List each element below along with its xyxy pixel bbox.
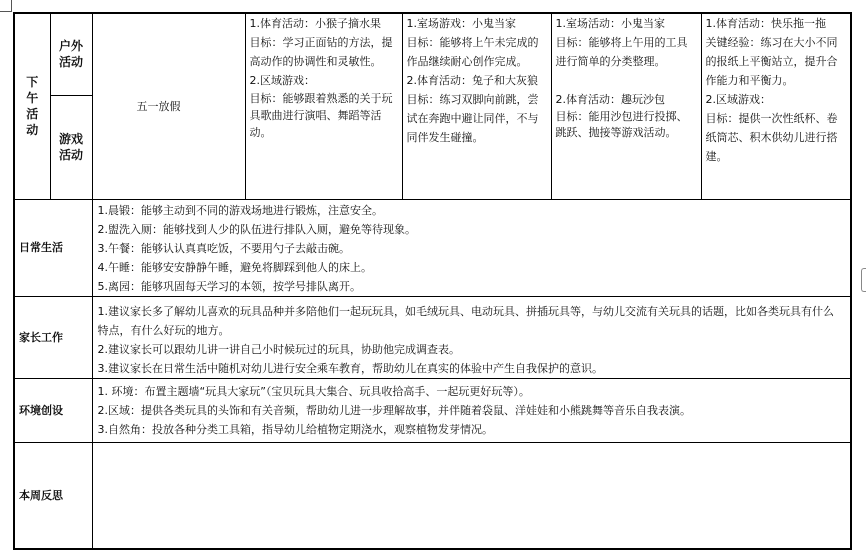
environment-content: [92, 378, 851, 442]
reflection-label: 本周反思: [14, 442, 92, 549]
parent-work-content: [92, 296, 851, 378]
list-item: 2.盥洗入厕：能够找到人少的队伍进行排队入厕，避免等待现象。: [97, 222, 416, 236]
list-item: 1. 环境：布置主题墙“玩具大家玩”（宝贝玩具大集合、玩具收拾高手、一起玩更好玩等）。: [97, 384, 530, 398]
margin-bracket: [861, 268, 866, 292]
list-item: 5.离园：能够巩固每天学习的本领，按学号排队离开。: [97, 279, 361, 293]
daily-life-content: [92, 199, 851, 296]
game-activity-label: 游戏活动: [50, 95, 92, 199]
holiday-cell: 五一放假: [92, 13, 245, 199]
afternoon-section-label: 下午活动: [14, 13, 50, 199]
list-item: 3.建议家长在日常生活中随机对幼儿进行安全乘车教育，帮助幼儿在真实的体验中产生自我保护的意识。: [97, 361, 603, 375]
reflection-content[interactable]: [92, 442, 851, 549]
day-plan-cell: 1.体育活动：小猴子摘水果 目标：学习正面钻的方法，提高动作的协调性和灵敏性。 2.区域游戏： 目标：能够跟着熟悉的关于玩具歌曲进行演唱、舞蹈等活动。: [245, 13, 402, 199]
corner-mark: [0, 0, 12, 12]
parent-work-label: 家长工作: [14, 296, 92, 378]
list-item: 3.自然角：投放各种分类工具箱，指导幼儿给植物定期浇水，观察植物发芽情况。: [97, 422, 493, 436]
outdoor-activity-label: 户外活动: [50, 13, 92, 95]
list-item: 4.午睡：能够安安静静午睡，避免将脚踩到他人的床上。: [97, 260, 372, 274]
weekly-plan-table: [13, 12, 852, 550]
day-plan-cell: 1.体育活动：快乐拖一拖 关键经验：练习在大小不同的报纸上平衡站立，提升合作能力和平衡力。 2.区域游戏： 目标：提供一次性纸杯、卷纸筒芯、积木供幼儿进行搭建。: [701, 13, 851, 199]
list-item: 1.晨锻：能够主动到不同的游戏场地进行锻炼，注意安全。: [97, 203, 383, 217]
daily-life-label: 日常生活: [14, 199, 92, 296]
day-plan-cell: 1.室场活动：小鬼当家 目标：能够将上午用的工具进行简单的分类整理。 2.体育活动：趣玩沙包 目标：能用沙包进行投掷、跳跃、抛接等游戏活动。: [551, 13, 701, 199]
list-item: 3.午餐：能够认认真真吃饭，不要用勺子去敲击碗。: [97, 241, 350, 255]
environment-label: 环境创设: [14, 378, 92, 442]
day-plan-cell: 1.室场游戏：小鬼当家 目标：能够将上午未完成的作品继续耐心创作完成。 2.体育活动：兔子和大灰狼 目标：练习双脚向前跳，尝试在奔跑中避让同伴，不与同伴发生碰撞。: [402, 13, 551, 199]
list-item: 2.建议家长可以跟幼儿讲一讲自己小时候玩过的玩具，协助他完成调查表。: [97, 342, 460, 356]
list-item: 2.区域：提供各类玩具的头饰和有关音频，帮助幼儿进一步理解故事，并伴随着袋鼠、洋娃娃和小熊跳舞等音乐自我表演。: [97, 403, 691, 417]
list-item: 1.建议家长多了解幼儿喜欢的玩具品种并多陪他们一起玩玩具，如毛绒玩具、电动玩具、拼插玩具等，与幼儿交流有关玩具的话题，比如各类玩具有什么特点，有什么好玩的地方。: [97, 304, 834, 337]
